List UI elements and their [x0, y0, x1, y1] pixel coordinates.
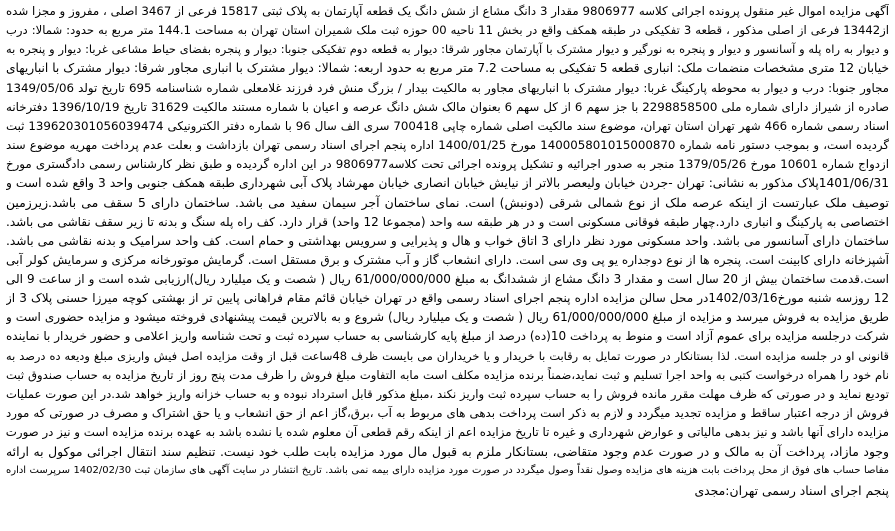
notice-line-13: ساختمان دارای آسانسور می باشد. واحد مسکونی مورد نظر دارای 3 اتاق خواب و هال و پذیرایی و سرویس بهداشتی و حمام است. کف واحد سرامیک و بدنه نقاشی می باشد.: [6, 233, 889, 248]
notice-line-21: تودیع نماید و در صورتی که ظرف مهلت مقرر مانده فروش را به حساب سپرده ثبت واریز نکند ،مبلغ مذکور قابل استرداد نبوده و به حساب خزانه واریز خواهد شد.در این صورت عملیات: [6, 386, 889, 401]
notice-line-24: وجود مازاد، پرداخت آن به مالک و در صورت عدم وجود متقاضی، بستانکار ملزم به قبول مال مورد مزایده بابت طلب خود نیست. تنظیم سند انتقال اجرائی موکول به ارائه: [6, 444, 889, 460]
notice-line-4: خیابان 12 متری مشخصات منضمات ملک: انباری قطعه 5 تفکیکی به مساحت 7.2 متر مربع به حدود اربعه: شمالا: دیوار مشترک با انباری مجاور شرقا: دیوار مشترک با انباریهای: [6, 61, 889, 76]
notice-line-12: اختصاصی به پارکینگ و انباری دارد.چهار طبقه فوقانی مسکونی است و در هر طبقه سه واحد (مجموعا 12 واحد) قرار دارد. کف راه پله سنگ و بدنه تا زیر سقف نقاشی می باشد.: [6, 214, 889, 229]
notice-line-5: مجاور جنوبا: درب و دیوار به محوطه پارکینگ غربا: دیوار مشترک با انباریهای مجاور به مالکیت بیدار / بزرگ منش فرد فرزند غلامعلی شماره شناسنامه 695 تاریخ تولد 1349/05/06: [6, 80, 889, 95]
notice-line-18: شرکت درجلسه مزایده برای عموم آزاد است و منوط به پرداخت 10(ده) درصد از مبلغ پایه کارشناسی به حساب سپرده ثبت و تحت شناسه واریز اعلامی و حضور خریدار با نماینده: [6, 329, 889, 344]
notice-signature-line: پنجم اجرای اسناد رسمی تهران:مجدی: [694, 482, 889, 498]
notice-line-16: 12 روزسه شنبه مورخ1402/03/16در محل سالن مزایده اداره پنجم اجرای اسناد رسمی واقع در تهران خیابان قائم مقام فراهانی پایین تر از بهشتی کوچه میرزا حسنی پلاک 3 از: [6, 291, 889, 306]
notice-line-1: آگهی مزایده اموال غیر منقول پرونده اجرائی کلاسه 9806977 مقدار 3 دانگ مشاع از شش دانگ یک قطعه آپارتمان به پلاک ثبتی 15817 فرعی از 3467 اصلی ، مفروز و مجزا شده: [6, 4, 889, 18]
notice-line-17: طریق مزایده به فروش میرسد و مزایده از مبلغ 61/000/000/000 ریال ( شصت و یک میلیارد ریال) شروع و به بالاترین قیمت پیشنهادی فروخته میشود و مزایده حضوری است و: [6, 310, 889, 325]
notice-line-7: اسناد رسمی شماره 466 شهر تهران استان تهران، موضوع سند مالکیت اصلی شماره چاپی 700418 سری الف سال 96 با شماره دفتر الکترونیکی 139620301056039474 ثبت: [6, 118, 889, 133]
notice-line-9: ازدواج شماره 10601 مورخ 1379/05/26 منجر به صدور اجرائیه و تشکیل پرونده اجرائی تحت کلاسه9806977 در این اداره گردیده و طبق نظر کارشناس رسمی دادگستری مورخ: [6, 157, 889, 172]
notice-line-22: فروش از درجه اعتبار ساقط و مزایده تجدید میگردد و لازم به ذکر است پرداخت بدهی های مربوط به آب ،برق،گاز اعم از حق انشعاب و یا حق اشتراک و مصرف در صورتی که مورد: [6, 405, 889, 420]
notice-line-14: آشپزخانه دارای کابینت است. پنجره ها از نوع دوجداره یو پی وی سی است. دارای انشعاب گاز و آب مشترک و برق مستقل است. گرمایش موتورخانه مرکزی و سرمایش کولر آبی: [6, 252, 889, 267]
notice-line-3: و دیوار به راه پله و آسانسور و دیوار و پنجره به نورگیر و دیوار مشترک با آپارتمان مجاور شرقا: دیوار به قطعه دوم تفکیکی جنوبا: دیوار و پنجره بفضای حیاط مشاعی غربا: دیوار و پنجره به: [6, 42, 889, 57]
notice-line-8: گردیده است، و بموجب دستور نامه شماره 140005801015000870 مورخ 1400/01/25 اداره پنجم اجرای اسناد رسمی تهران بازداشت و بعلت عدم پرداخت مهریه موضوع سند: [6, 137, 889, 152]
notice-line-19: قانونی او در جلسه مزایده است. لذا بستانکار در صورت تمایل به رقابت با خریدار و یا خریداران می بایست ظرف 48ساعت قبل از وقت مزایده اصل فیش واریزی مبلغ ودیعه ده درصد به: [6, 348, 889, 363]
notice-line-10: 1401/06/31پلاک مذکور به نشانی: تهران -جردن خیابان ولیعصر بالاتر از نیایش خیابان انصاری خیابان مهرشاد پلاک آبی شهرداری طبقه همکف جنوبی واحد 3 واقع شده است و: [6, 176, 889, 191]
notice-line-11: توصیف ملک عبارتست از اینکه عرصه ملک از نوع شمالی شرقی (دونبش) است. نمای ساختمان آجر سیمان سفید می باشد. ساختمان دارای 5 سقف می باشد.زیرزمین: [6, 195, 889, 211]
notice-line-23: مزایده دارای آنها باشد و نیز بدهی مالیاتی و عوارض شهرداری و غیره تا تاریخ مزایده اعم از اینکه رقم قطعی آن معلوم شده یا نشده باشد به عهده برنده مزایده است و نیز در صورت: [6, 425, 889, 440]
notice-line-15: است.قدمت ساختمان بیش از 20 سال است و مقدار 3 دانگ مشاع از ششدانگ به مبلغ 61/000/000/000 ریال ( شصت و یک میلیارد ریال)ارزیابی شده است و از ساعت 9 الی: [6, 271, 889, 286]
notice-line-25: مفاصا حساب های فوق از محل پرداخت بابت هزینه های مزایده وصول نقداً وصول میگردد در صورت مورد مزایده دارای بیمه نمی باشد. تاریخ انتشار در سایت آگهی های سازمان ثبت 1402/02/30 سرپرست اداره: [6, 465, 889, 477]
notice-line-2: از13442 فرعی از اصلی مذکور ، قطعه 3 تفکیکی در طبقه همکف واقع در بخش 11 ناحیه 00 حوزه ثبت ملک شمیران استان تهران به مساحت 144.1 متر مربع به حدود: شمالا: درب: [6, 23, 889, 38]
notice-line-6: صادره از شیراز دارای شماره ملی 2298858500 با جز سهم 6 از کل سهم 6 بعنوان مالک شش دانگ عرصه و اعیان با شماره مستند مالکیت 31629 تاریخ 1396/10/19 دفترخانه: [6, 99, 889, 114]
notice-line-20: نام خود را همراه درخواست کتبی به واحد اجرا تسلیم و ثبت نماید،ضمناً برنده مزایده مکلف است مابه التفاوت مبلغ فروش را ظرف مدت پنج روز از تاریخ مزایده به حساب صندوق ثبت: [6, 367, 889, 382]
